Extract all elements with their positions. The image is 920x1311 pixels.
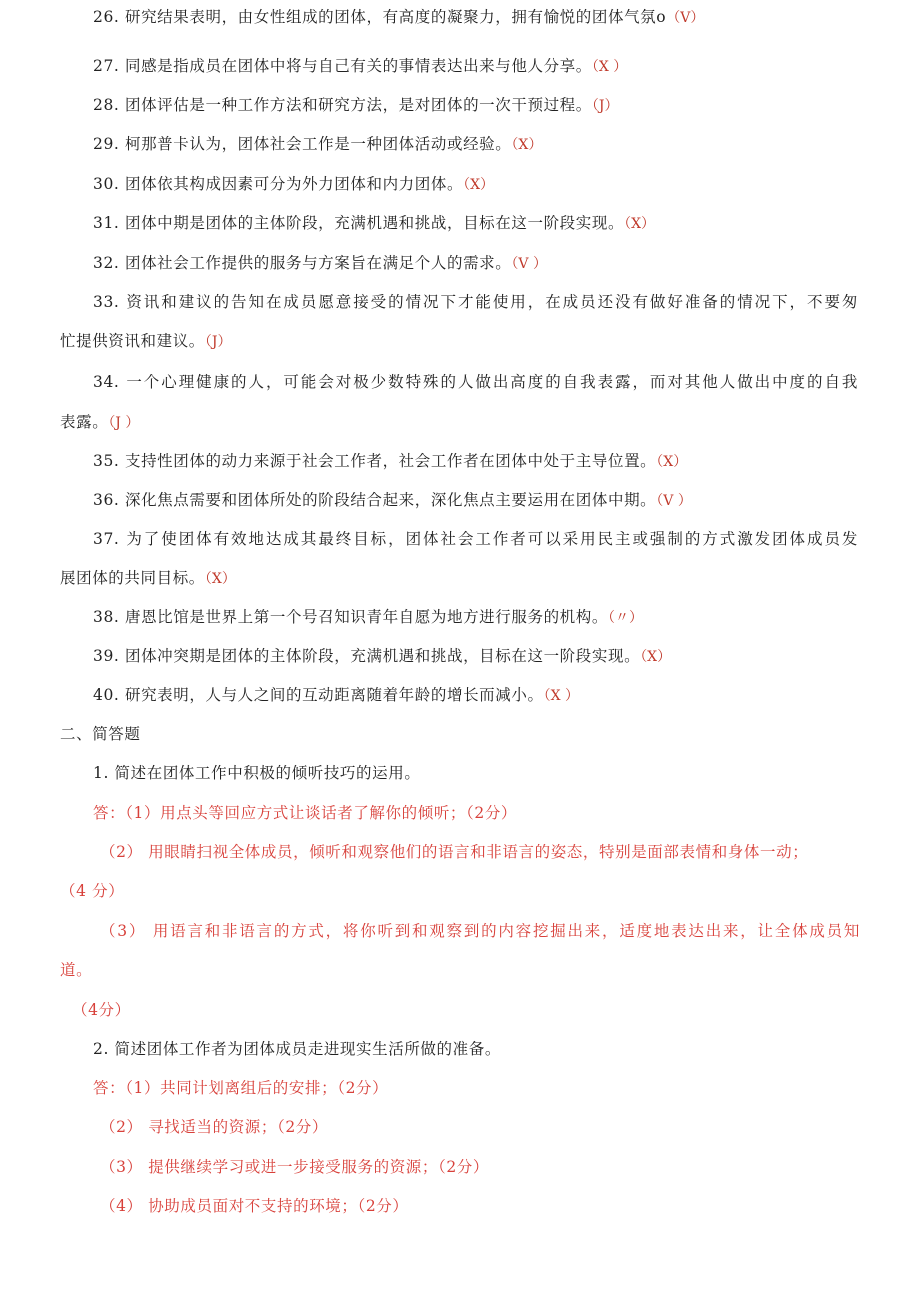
question-number: 27.: [93, 57, 120, 75]
answer-1-item-3-line-2: 道。: [60, 961, 93, 979]
answer-mark: （X）: [624, 216, 656, 232]
answer-mark: （V）: [666, 10, 705, 26]
question-text: 深化焦点需要和团体所处的阶段结合起来，深化焦点主要运用在团体中期。: [124, 491, 657, 509]
question-33-line-2: [60, 331, 232, 352]
short-question-1: 1. 简述在团体工作中积极的倾听技巧的运用。: [93, 764, 421, 782]
question-text: 研究结果表明，由女性组成的团体，有高度的凝聚力，拥有愉悦的团体气氛o: [124, 8, 667, 26]
question-number: 31.: [93, 214, 120, 232]
question-37-line-1: [93, 529, 858, 549]
answer-mark: （X）: [656, 454, 688, 470]
question-34-line-2: [60, 412, 139, 433]
question-33-line-1: [93, 292, 858, 312]
question-number: 37.: [93, 530, 120, 548]
answer-mark: （X）: [463, 177, 495, 193]
question-text: 研究表明，人与人之间的互动距离随着年龄的增长而减小。: [124, 686, 544, 704]
answer-mark: （J）: [591, 98, 619, 114]
question-number: 33.: [93, 293, 120, 311]
question-35: [93, 451, 687, 472]
answer-1-item-2-line-1: （2） 用眼睛扫视全体成员，倾听和观察他们的语言和非语言的姿态，特别是面部表情和身体一动；: [100, 843, 809, 861]
answer-mark: （〃）: [608, 610, 643, 626]
question-text: 团体冲突期是团体的主体阶段，充满机遇和挑战，目标在这一阶段实现。: [124, 647, 641, 665]
question-text: 忙提供资讯和建议。: [60, 332, 205, 350]
question-30: [93, 174, 494, 195]
question-28: [93, 95, 619, 116]
question-text: 团体中期是团体的主体阶段，充满机遇和挑战，目标在这一阶段实现。: [124, 214, 625, 232]
question-40: [93, 685, 579, 706]
answer-2-item-1: 答：（1）共同计划离组后的安排；（2分）: [93, 1079, 389, 1097]
question-text: 团体评估是一种工作方法和研究方法，是对团体的一次干预过程。: [124, 96, 592, 114]
question-29: [93, 134, 542, 155]
question-text: 展团体的共同目标。: [60, 569, 205, 587]
answer-1-item-1: 答：（1）用点头等回应方式让谈话者了解你的倾听；（2分）: [93, 804, 518, 822]
question-text: 唐恩比馆是世界上第一个号召知识青年自愿为地方进行服务的机构。: [124, 608, 608, 626]
answer-mark: （X）: [511, 137, 543, 153]
question-number: 36.: [93, 491, 120, 509]
question-number: 28.: [93, 96, 120, 114]
answer-mark: （J ）: [108, 415, 140, 431]
answer-2-item-3: （3） 提供继续学习或进一步接受服务的资源；（2分）: [100, 1158, 490, 1176]
answer-2-item-2: （2） 寻找适当的资源；（2分）: [100, 1118, 329, 1136]
question-number: 38.: [93, 608, 120, 626]
question-text: 支持性团体的动力来源于社会工作者，社会工作者在团体中处于主导位置。: [124, 452, 657, 470]
answer-mark: （X ）: [591, 59, 628, 75]
answer-mark: （X）: [640, 649, 672, 665]
answer-2-item-4: （4） 协助成员面对不支持的环境；（2分）: [100, 1197, 409, 1215]
question-text: 资讯和建议的告知在成员愿意接受的情况下才能使用，在成员还没有做好准备的情况下，不要匆: [126, 293, 859, 311]
question-27: [93, 56, 627, 77]
answer-mark: （X）: [204, 571, 236, 587]
question-37-line-2: [60, 568, 236, 589]
answer-mark: （J）: [204, 334, 232, 350]
question-39: [93, 646, 671, 667]
answer-mark: （V ）: [656, 493, 692, 509]
question-number: 39.: [93, 647, 120, 665]
answer-1-item-3-line-1: （3） 用语言和非语言的方式，将你听到和观察到的内容挖掘出来，适度地表达出来，让全体成员知: [100, 922, 860, 940]
question-31: [93, 213, 655, 234]
short-question-2: 2. 简述团体工作者为团体成员走进现实生活所做的准备。: [93, 1040, 501, 1058]
question-text: 团体依其构成因素可分为外力团体和内力团体。: [124, 175, 464, 193]
question-text: 为了使团体有效地达成其最终目标，团体社会工作者可以采用民主或强制的方式激发团体成员发: [126, 530, 859, 548]
answer-mark: （X ）: [543, 688, 580, 704]
question-number: 35.: [93, 452, 120, 470]
question-number: 29.: [93, 135, 120, 153]
question-38: [93, 607, 643, 628]
question-number: 26.: [93, 8, 120, 26]
question-number: 40.: [93, 686, 120, 704]
question-number: 32.: [93, 254, 120, 272]
question-26: [93, 7, 704, 28]
answer-1-item-3-line-3: （4分）: [72, 1001, 131, 1019]
question-text: 柯那普卡认为，团体社会工作是一种团体活动或经验。: [124, 135, 512, 153]
question-text: 同感是指成员在团体中将与自己有关的事情表达出来与他人分享。: [124, 57, 592, 75]
question-text: 表露。: [60, 413, 109, 431]
question-text: 团体社会工作提供的服务与方案旨在满足个人的需求。: [124, 254, 512, 272]
answer-mark: （V ）: [511, 256, 547, 272]
question-34-line-1: [93, 372, 858, 392]
section-heading: 二、简答题: [60, 725, 141, 743]
question-36: [93, 490, 692, 511]
question-number: 30.: [93, 175, 120, 193]
question-number: 34.: [93, 373, 120, 391]
question-32: [93, 253, 547, 274]
question-text: 一个心理健康的人，可能会对极少数特殊的人做出高度的自我表露，而对其他人做出中度的自我: [126, 373, 859, 391]
answer-1-item-2-line-2: （4 分）: [60, 882, 125, 900]
